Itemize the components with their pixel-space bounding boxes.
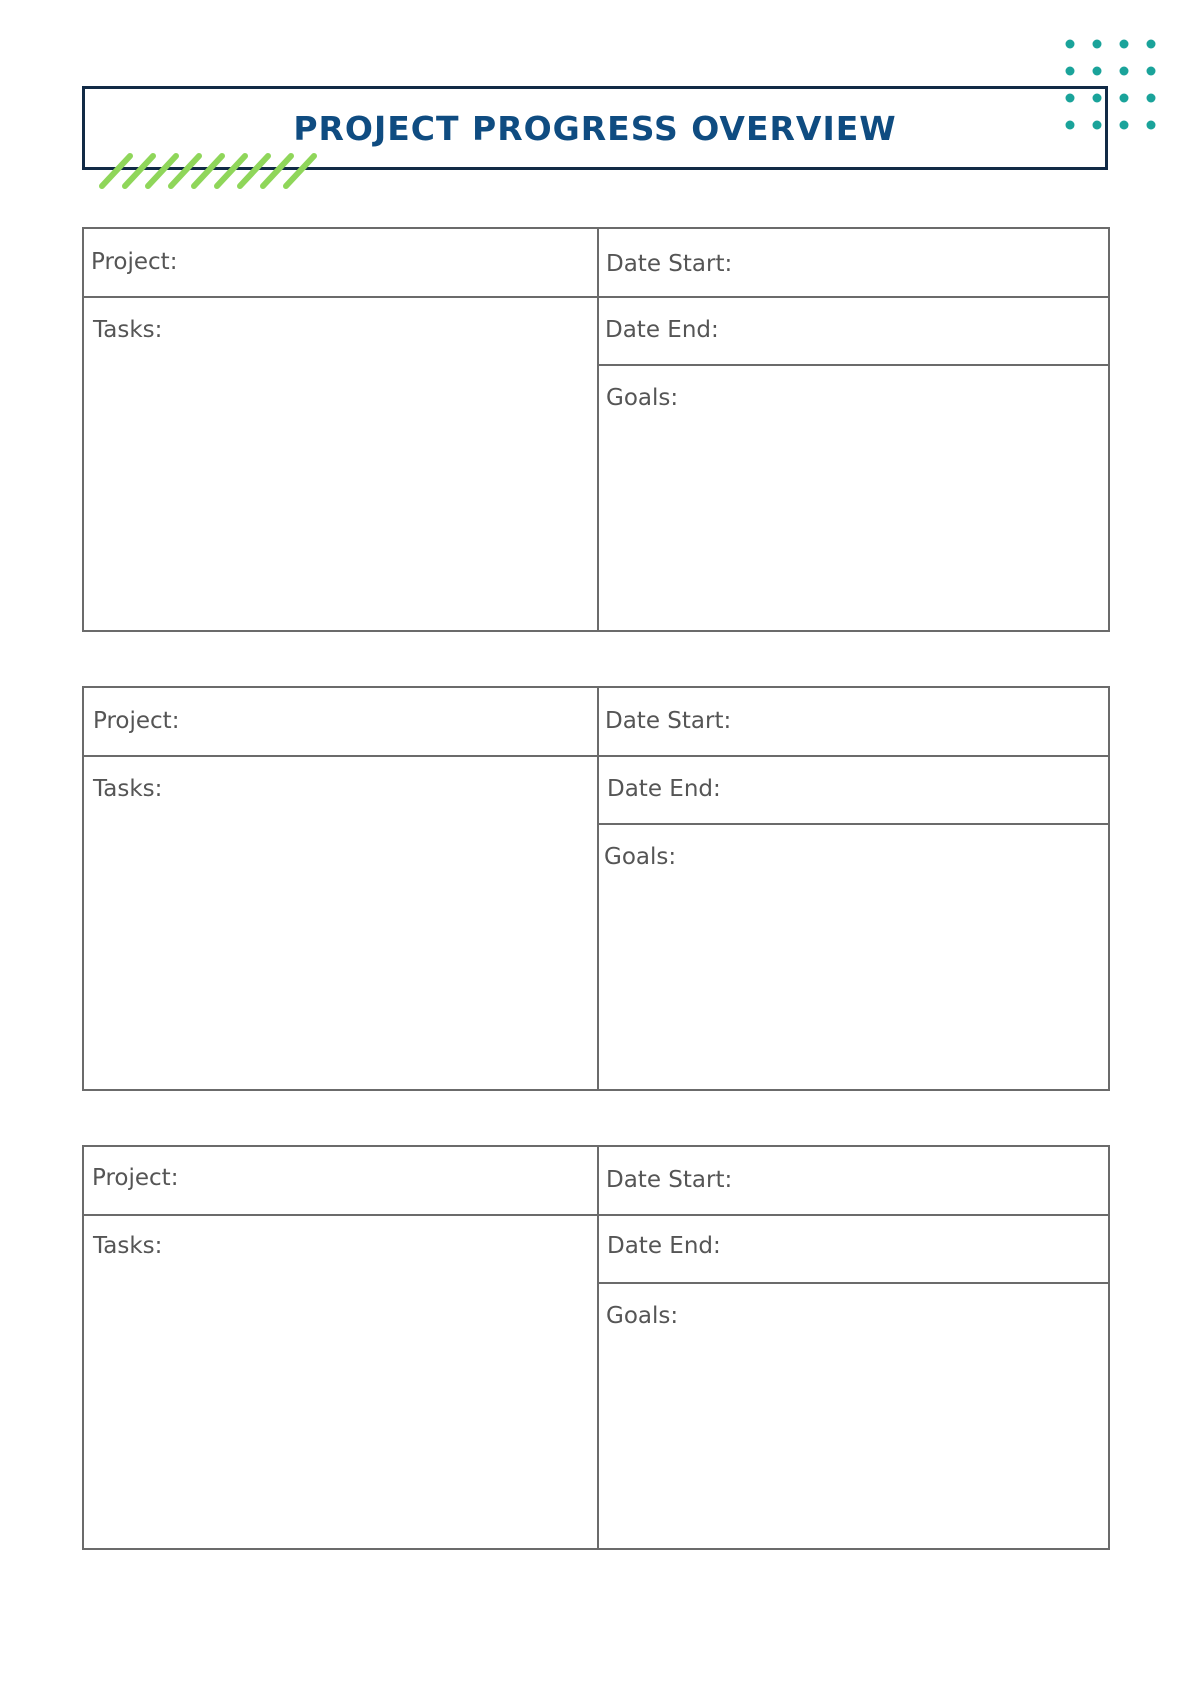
date-start-label: Date Start: bbox=[606, 251, 733, 277]
tasks-label: Tasks: bbox=[93, 1233, 163, 1259]
project-label: Project: bbox=[93, 708, 180, 734]
row-divider bbox=[597, 1282, 1110, 1284]
goals-label: Goals: bbox=[606, 1303, 679, 1329]
tasks-label: Tasks: bbox=[93, 776, 163, 802]
project-label: Project: bbox=[92, 1165, 179, 1191]
column-divider bbox=[597, 1147, 599, 1548]
row-divider bbox=[84, 296, 1110, 298]
date-end-label: Date End: bbox=[607, 1233, 721, 1259]
stripes-decoration bbox=[98, 150, 318, 190]
row-divider bbox=[84, 755, 1110, 757]
date-start-label: Date Start: bbox=[605, 708, 732, 734]
row-divider bbox=[597, 823, 1110, 825]
date-end-label: Date End: bbox=[605, 317, 719, 343]
date-start-label: Date Start: bbox=[606, 1167, 733, 1193]
row-divider bbox=[84, 1214, 1110, 1216]
project-label: Project: bbox=[91, 249, 178, 275]
goals-label: Goals: bbox=[604, 844, 677, 870]
goals-label: Goals: bbox=[606, 385, 679, 411]
project-card-3 bbox=[82, 1145, 1110, 1550]
date-end-label: Date End: bbox=[607, 776, 721, 802]
column-divider bbox=[597, 688, 599, 1089]
column-divider bbox=[597, 229, 599, 630]
row-divider bbox=[597, 364, 1110, 366]
project-card-2 bbox=[82, 686, 1110, 1091]
page-title: PROJECT PROGRESS OVERVIEW bbox=[293, 108, 897, 148]
project-card-1 bbox=[82, 227, 1110, 632]
tasks-label: Tasks: bbox=[93, 317, 163, 343]
